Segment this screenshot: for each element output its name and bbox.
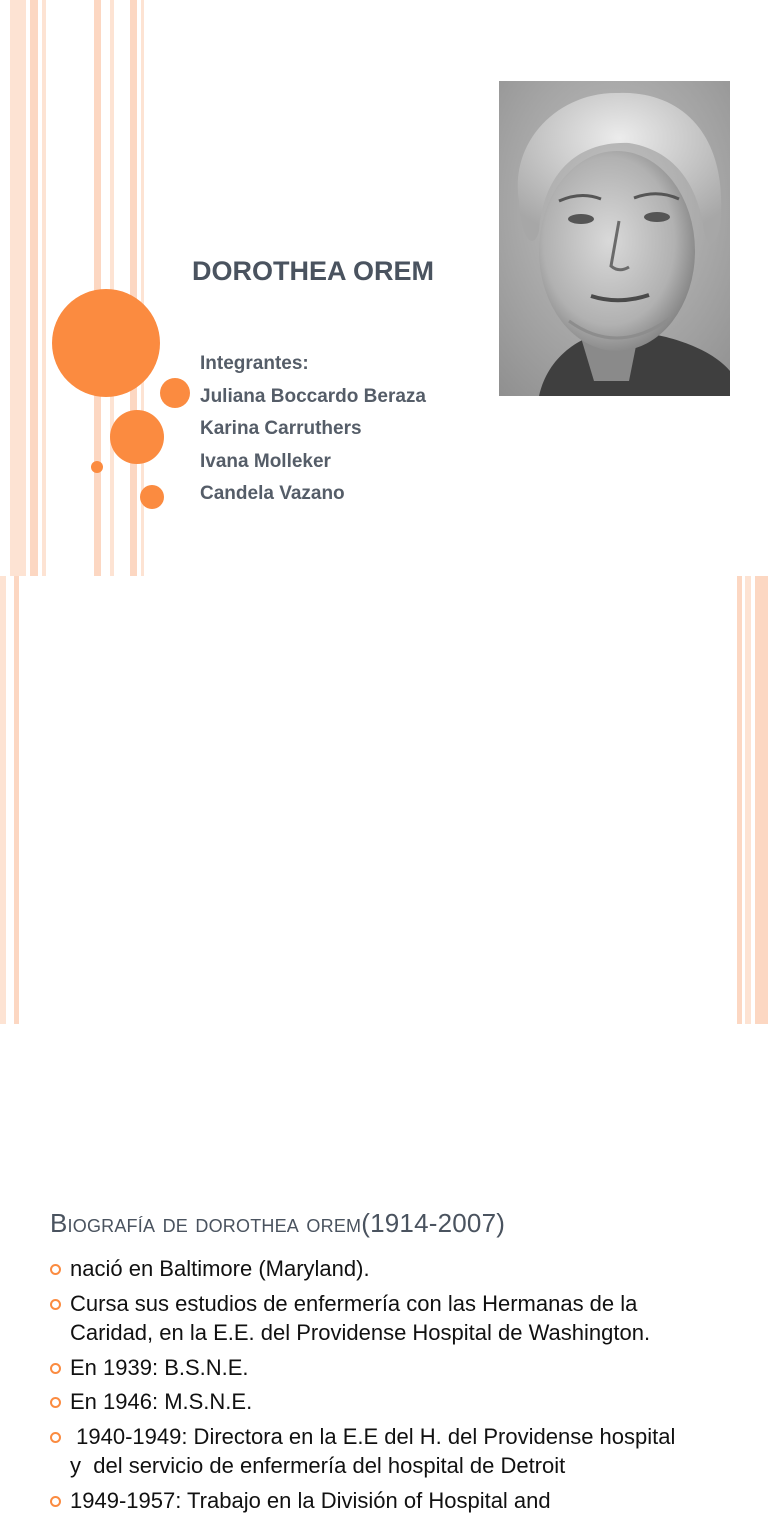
decorative-stripe [737, 576, 742, 1024]
bullet-item [48, 1422, 688, 1481]
decorative-stripe [110, 0, 114, 576]
bullet-text: En 1946: M.S.N.E. [70, 1389, 253, 1414]
bullet-text: En 1939: B.S.N.E. [70, 1354, 249, 1380]
decorative-circle [110, 410, 164, 464]
decorative-stripe [42, 0, 46, 576]
decorative-stripe [14, 576, 19, 1024]
biography-slide [0, 576, 768, 1513]
bullet-circle-icon [50, 1432, 61, 1443]
members-list [200, 348, 426, 511]
bullet-circle-icon [50, 1299, 61, 1310]
decorative-circle [140, 485, 164, 509]
bullet-text: nació en Baltimore (Maryland). [70, 1256, 370, 1281]
bullet-text: 1940-1949: Directora en la E.E del H. del Providense hospital y del servicio de enfermería del hospital de Detroit [70, 1423, 682, 1478]
slide-title: Biografía de dorothea orem(1914-2007) [50, 1208, 506, 1238]
decorative-stripe [10, 0, 26, 576]
bullet-item [48, 1254, 688, 1284]
bullet-circle-icon [50, 1264, 61, 1275]
bullet-text: 1949-1957: Trabajo en la División of Hospital and [70, 1487, 551, 1513]
decorative-stripe [30, 0, 38, 576]
bullet-text: Cursa sus estudios de enfermería con las Hermanas de la Caridad, en la E.E. del Providense Hospital de Washington. [70, 1290, 651, 1345]
bullet-circle-icon [50, 1363, 61, 1374]
decorative-stripe [755, 576, 768, 1024]
member-name: Candela Vazano [200, 483, 345, 504]
member-name: Juliana Boccardo Beraza [200, 385, 426, 407]
slide-title: DOROTHEA OREM [192, 256, 434, 286]
decorative-circle [52, 289, 160, 397]
decorative-stripe [130, 0, 137, 576]
bullet-list [48, 1254, 688, 1520]
bullet-item [48, 1289, 688, 1348]
member-name: Ivana Molleker [200, 450, 331, 472]
bullet-item [48, 1353, 688, 1383]
portrait-photo [499, 81, 730, 396]
decorative-circle [91, 461, 103, 473]
title-slide [0, 0, 768, 576]
members-heading: Integrantes: [200, 353, 309, 374]
bullet-item [48, 1387, 688, 1417]
decorative-stripe [745, 576, 751, 1024]
decorative-circle [160, 378, 190, 408]
member-name: Karina Carruthers [200, 418, 362, 439]
bullet-circle-icon [50, 1496, 61, 1507]
decorative-stripe [94, 0, 101, 576]
bullet-circle-icon [50, 1397, 61, 1408]
decorative-stripe [0, 576, 6, 1024]
bullet-item [48, 1486, 688, 1516]
